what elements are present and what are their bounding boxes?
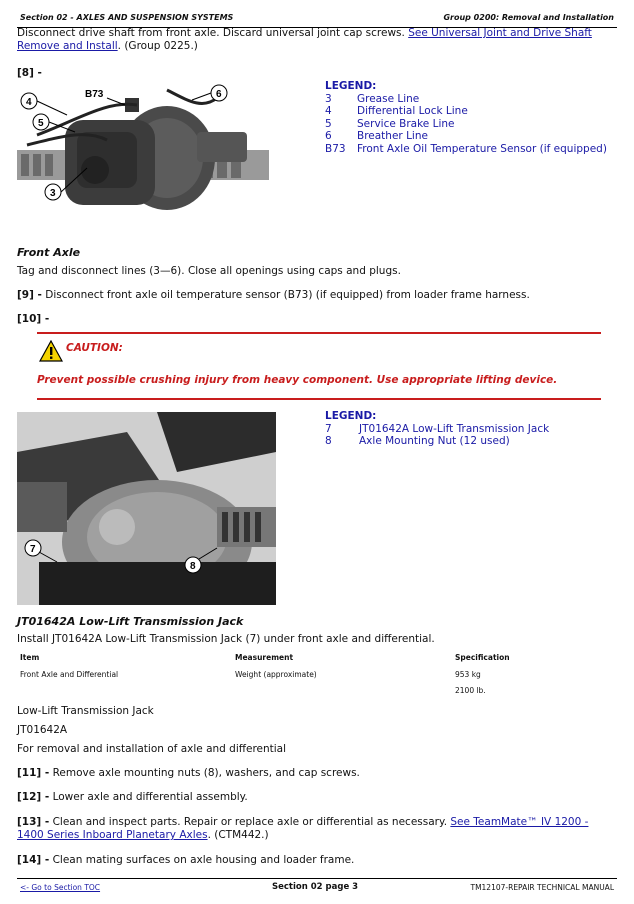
step-13: [13] - Clean and inspect parts. Repair or replace axle or differential as necessary. See TeamMate™ IV 1200 - 1400 Series Inboard Planetary Axles. (CTM442.)	[17, 816, 589, 841]
callout-6: 6	[216, 89, 222, 100]
page-footer	[17, 878, 617, 897]
step-11: [11] - Remove axle mounting nuts (8), washers, and cap screws.	[17, 767, 360, 779]
step-12: [12] - Lower axle and differential assembly.	[17, 791, 248, 803]
tool-number: JT01642A	[17, 724, 68, 736]
callout-3: 3	[50, 188, 56, 199]
page-number: Section 02 page 3	[272, 882, 359, 892]
group-title: Group 0200: Removal and Installation	[443, 13, 614, 22]
legend-figure2: LEGEND: 7 JT01642A Low-Lift Transmission Jack 8 Axle Mounting Nut (12 used)	[325, 410, 550, 447]
section-title: Section 02 - AXLES AND SUSPENSION SYSTEMS	[20, 13, 234, 22]
teammate-axles-link[interactable]: See TeamMate™ IV 1200 - 1400 Series Inboard Planetary Axles	[17, 816, 589, 841]
step-9: [9] - Disconnect front axle oil temperature sensor (B73) (if equipped) from loader frame harness.	[17, 289, 530, 301]
caution-box	[37, 332, 601, 400]
manual-title: TM12107-REPAIR TECHNICAL MANUAL	[470, 883, 614, 892]
universal-joint-link[interactable]: See Universal Joint and Drive Shaft Remove and Install	[17, 27, 592, 52]
caution-title: CAUTION:	[66, 342, 123, 354]
install-paragraph: Install JT01642A Low-Lift Transmission Jack (7) under front axle and differential.	[17, 633, 435, 645]
callout-7: 7	[30, 544, 36, 555]
section-toc-link[interactable]: <- Go to Section TOC	[20, 883, 101, 892]
callout-b73: B73	[85, 89, 104, 100]
legend-title: LEGEND:	[325, 80, 377, 92]
callout-8: 8	[190, 561, 196, 572]
legend-figure1: LEGEND: 3 Grease Line 4 Differential Lock Line 5 Service Brake Line 6 Breather Line B73 Front Axle Oil Temperature Sensor (if equipped)	[325, 80, 607, 155]
callout-5: 5	[38, 118, 44, 129]
front-axle-image	[17, 80, 269, 230]
step-14: [14] - Clean mating surfaces on axle housing and loader frame.	[17, 854, 355, 866]
warning-icon	[39, 340, 63, 362]
tag-paragraph: Tag and disconnect lines (3—6). Close all openings using caps and plugs.	[17, 265, 401, 277]
step-8-label: [8] -	[17, 67, 42, 79]
transmission-jack-image	[17, 412, 276, 605]
caution-message: Prevent possible crushing injury from heavy component. Use appropriate lifting device.	[37, 374, 558, 386]
step-10-label: [10] -	[17, 313, 50, 325]
tool-name: Low-Lift Transmission Jack	[17, 705, 154, 717]
page-header	[17, 9, 617, 28]
intro-paragraph: Disconnect drive shaft from front axle. Discard universal joint cap screws. See Universal Joint and Drive Shaft Remove and Install. (Group 0225.)	[17, 27, 592, 52]
figure2-caption: JT01642A Low-Lift Transmission Jack	[17, 615, 244, 628]
figure1-caption: Front Axle	[17, 246, 81, 259]
tool-use: For removal and installation of axle and differential	[17, 743, 287, 755]
callout-4: 4	[26, 97, 32, 108]
